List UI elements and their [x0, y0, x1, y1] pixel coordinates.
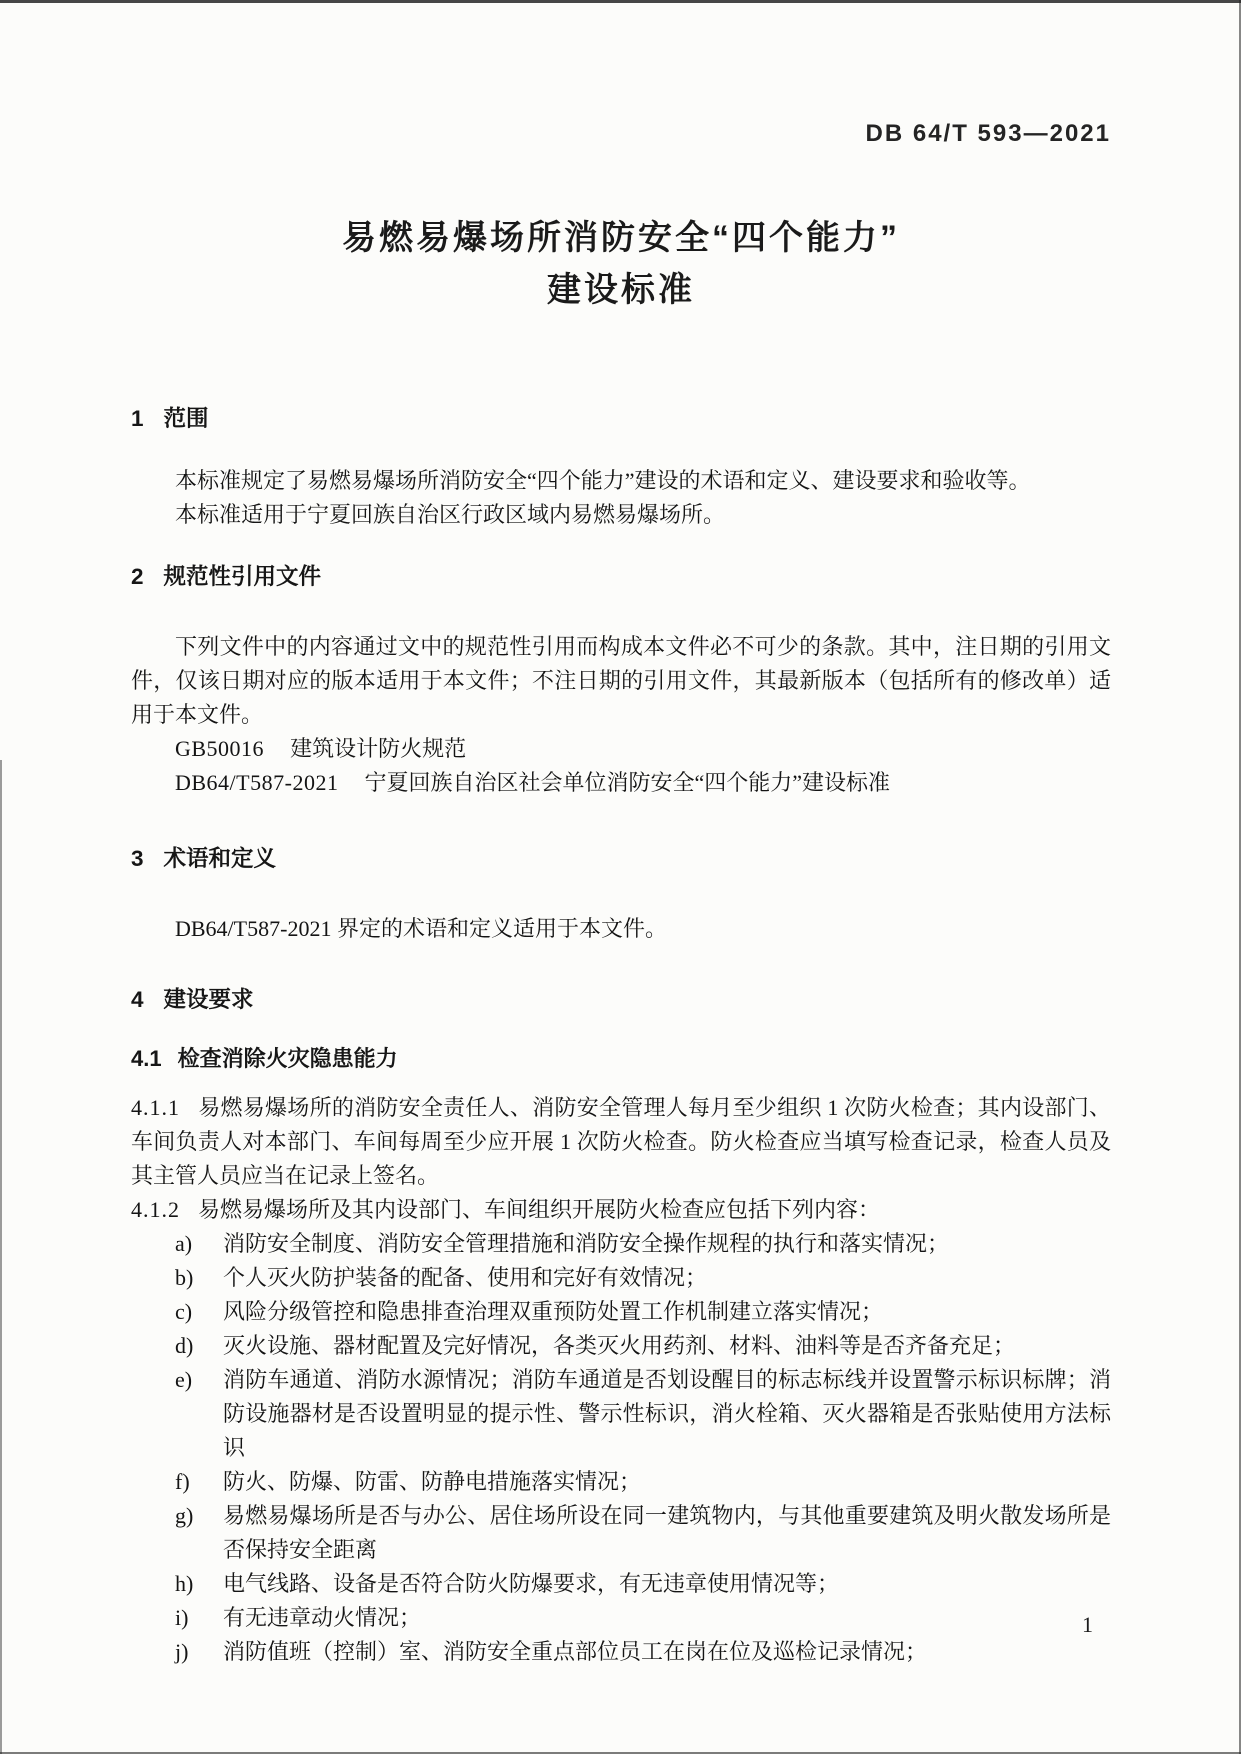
doc-title-line1: 易燃易爆场所消防安全“四个能力” [342, 219, 900, 257]
list-item [175, 1227, 1111, 1261]
clause-4-1-2 [131, 1193, 1111, 1227]
doc-number: DB 64/T 593—2021 [865, 120, 1111, 147]
page-content [131, 0, 1111, 1669]
section-1-number: 1 [131, 406, 144, 431]
section-3-heading [131, 844, 1111, 874]
item-text: 防火、防爆、防雷、防静电措施落实情况； [223, 1469, 642, 1494]
item-text: 个人灭火防护装备的配备、使用和完好有效情况； [223, 1265, 708, 1290]
section-2-title: 规范性引用文件 [163, 564, 322, 589]
doc-title [131, 212, 1111, 316]
item-label: f) [175, 1469, 190, 1494]
item-text: 灭火设施、器材配置及完好情况，各类灭火用药剂、材料、油料等是否齐备充足； [223, 1333, 1016, 1358]
list-item [175, 1601, 1111, 1635]
page-number: 1 [1082, 1612, 1093, 1637]
item-label: b) [175, 1265, 194, 1290]
section-1-paragraph-1: 本标准规定了易燃易爆场所消防安全“四个能力”建设的术语和定义、建设要求和验收等。 [175, 468, 1031, 493]
section-4-1-title: 检查消除火灾隐患能力 [177, 1046, 398, 1071]
section-2-number: 2 [131, 564, 144, 589]
list-item [175, 1261, 1111, 1295]
item-label: h) [175, 1571, 194, 1596]
item-text: 电气线路、设备是否符合防火防爆要求，有无违章使用情况等； [223, 1571, 840, 1596]
clause-4-1-1 [131, 1091, 1111, 1193]
section-3-title: 术语和定义 [163, 846, 277, 871]
reference-code: DB64/T587-2021 [175, 770, 339, 795]
clause-4-1-1-number: 4.1.1 [131, 1095, 180, 1120]
list-item [175, 1465, 1111, 1499]
section-4-title: 建设要求 [163, 987, 254, 1012]
item-text: 风险分级管控和隐患排查治理双重预防处置工作机制建立落实情况； [223, 1299, 884, 1324]
section-4-heading [131, 985, 1111, 1015]
section-1-title: 范围 [163, 406, 209, 431]
section-4-number: 4 [131, 987, 144, 1012]
reference-name: 建筑设计防火规范 [290, 736, 467, 761]
item-label: i) [175, 1605, 189, 1630]
item-label: e) [175, 1367, 193, 1392]
section-1-paragraph-2: 本标准适用于宁夏回族自治区行政区域内易燃易爆场所。 [175, 502, 726, 527]
item-text: 有无违章动火情况； [223, 1605, 422, 1630]
list-item [175, 1295, 1111, 1329]
section-3-paragraph-1: DB64/T587-2021 界定的术语和定义适用于本文件。 [175, 916, 667, 941]
doc-title-line2: 建设标准 [547, 271, 695, 309]
item-text: 消防值班（控制）室、消防安全重点部位员工在岗在位及巡检记录情况； [223, 1639, 928, 1664]
section-2-heading [131, 562, 1111, 592]
clause-4-1-2-text: 易燃易爆场所及其内设部门、车间组织开展防火检查应包括下列内容： [198, 1197, 881, 1222]
reference-code: GB50016 [175, 736, 265, 761]
section-1-heading [131, 404, 1111, 434]
scan-edge-left [0, 760, 2, 1754]
check-item-list [131, 1227, 1111, 1669]
reference-item [131, 732, 1111, 766]
item-label: c) [175, 1299, 193, 1324]
section-4-1-heading [131, 1045, 1111, 1073]
reference-item [131, 766, 1111, 800]
section-4-1-number: 4.1 [131, 1046, 162, 1071]
item-text: 消防安全制度、消防安全管理措施和消防安全操作规程的执行和落实情况； [223, 1231, 950, 1256]
clause-4-1-2-number: 4.1.2 [131, 1197, 180, 1222]
list-item [175, 1567, 1111, 1601]
item-label: g) [175, 1503, 194, 1528]
item-text: 易燃易爆场所是否与办公、居住场所设在同一建筑物内，与其他重要建筑及明火散发场所是否保持安全距离 [223, 1503, 1111, 1562]
list-item [175, 1329, 1111, 1363]
item-label: j) [175, 1639, 189, 1664]
item-text: 消防车通道、消防水源情况；消防车通道是否划设醒目的标志标线并设置警示标识标牌；消防设施器材是否设置明显的提示性、警示性标识，消火栓箱、灭火器箱是否张贴使用方法标识 [223, 1367, 1111, 1460]
item-label: a) [175, 1231, 193, 1256]
list-item [175, 1363, 1111, 1465]
reference-name: 宁夏回族自治区社会单位消防安全“四个能力”建设标准 [364, 770, 890, 795]
list-item [175, 1635, 1111, 1669]
clause-4-1-1-text: 易燃易爆场所的消防安全责任人、消防安全管理人每月至少组织 1 次防火检查；其内设部门、车间负责人对本部门、车间每周至少应开展 1 次防火检查。防火检查应当填写检查记录，检查人员及其主管人员应当在记录上签名。 [131, 1095, 1111, 1188]
section-3-number: 3 [131, 846, 144, 871]
item-label: d) [175, 1333, 194, 1358]
list-item [175, 1499, 1111, 1567]
section-2-paragraph-1: 下列文件中的内容通过文中的规范性引用而构成本文件必不可少的条款。其中，注日期的引用文件，仅该日期对应的版本适用于本文件；不注日期的引用文件，其最新版本（包括所有的修改单）适用于本文件。 [131, 634, 1111, 727]
